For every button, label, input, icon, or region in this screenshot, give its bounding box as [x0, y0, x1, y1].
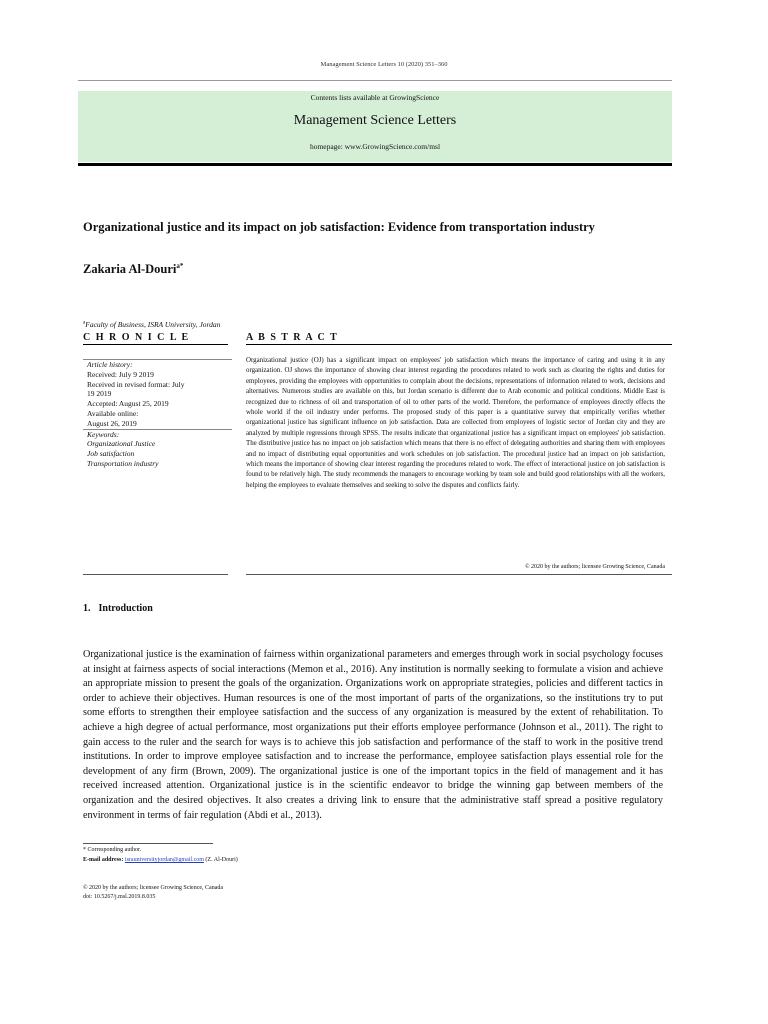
chronicle-heading: C H R O N I C L E: [83, 332, 190, 343]
author-email-link[interactable]: israuniversityjordan@gmail.com: [124, 857, 204, 863]
introduction-heading: [83, 603, 161, 614]
footer-copyright: [83, 884, 223, 902]
journal-homepage[interactable]: homepage: www.GrowingScience.com/msl: [309, 142, 441, 151]
running-head: Management Science Letters 10 (2020) 351–360: [320, 61, 448, 68]
author-name: Zakaria Al-Douri$^{a*}$: [83, 262, 184, 277]
abstract-bottom-rule: [246, 574, 672, 575]
abstract-heading: A B S T R A C T: [246, 332, 339, 343]
abstract-copyright: © 2020 by the authors; licensee Growing Science, Canada: [524, 564, 665, 570]
received-date: Received: July 9 2019: [87, 369, 154, 379]
author-superscript: a*: [176, 262, 184, 270]
accepted-date: Accepted: August 25, 2019: [87, 399, 169, 409]
banner-thick-divider: [78, 163, 672, 166]
top-divider: [78, 80, 672, 81]
introduction-text: Organizational justice is the examination of fairness within organizational parameters and emerges through work in social psychology focuses at insight at fairness aspects of social interactions (Memon et al., 2016). Any institution is normally seeking to formulate a vision and achieve an appropriate mission to present the goals of the organization. Organizations work on appropriate strategies, policies and different tactics in order to achieve their objectives. Human resources is one of the most important of parts of the organizations, so the institutions try to put some efforts to strengthen their employee satisfaction and the success of any organization is measured by the extent of rehabilitation. To achieve a high degree of actual performance, most organizations put their efforts employee performance (Johnson et al., 2011). The right to gain access to the ruler and the search for ways is to achieve this job satisfaction and performance of the staff to work in the positive trend institutions. In order to improve employee satisfaction and to increase the performance, employee satisfaction plays essential role for the development of any firm (Brown, 2009). The organizational justice is one of the important topics in the field of management and it has received increased attention. Organizational justice is in the scientific endeavor to bridge the winning gap between members of the organization and the desired objectives. It also creates a driving link to ensure that the administrative staff spread a positive regulatory environment in terms of fair regulation (Abdi et al., 2013).: [83, 649, 663, 821]
keyword-item: Organizational Justice: [87, 439, 156, 449]
online-date: August 26, 2019: [87, 418, 137, 428]
article-title: Organizational justice and its impact on job satisfaction: Evidence from transportation industry: [83, 220, 595, 234]
online-label: Available online:: [87, 408, 139, 418]
section-number: 1.: [83, 603, 91, 614]
history-label: Article history:: [87, 360, 133, 369]
footnote-rule: [83, 843, 213, 844]
affiliation-superscript: a: [83, 320, 86, 326]
journal-title: Management Science Letters: [293, 113, 457, 128]
email-footnote: [83, 857, 238, 863]
keyword-item: Transportation industry: [87, 458, 159, 468]
abstract-text: Organizational justice (OJ) has a significant impact on employees' job satisfaction which means the importance of caring and using it in any organization. OJ shows the importance of showing clear interest regarding the procedures related to work such as clearing the rights and duties for employees, providing the employees with opportunities to complain about the decisions, representations of information related to work, decisions and alternatives. Numerous studies are available on this, but Jordan scenario is different due to Arab economic and political conditions. Middle East is recognized due to richness of oil and transportation of oil to other parts of the world. Therefore, the performance of employees directly effects the whole world if the oil industry under performs. The proposed study of this paper is a quantitative survey that empirically verifies whether organizational justice has significant influence on job satisfaction. Data are collected from employees of logistic sector of Jordan city and they are analyzed by multiple regressions through SPSS. The results indicate that organizational justice has a significant impact on employees' job satisfaction. The distributive justice has no impact on job satisfaction which means that there is no effect of delegating authorities and sharing them with employees and no impact of distributing equal opportunities and work schedules on job satisfaction. The procedural justice had an impact on job satisfaction, which means the importance of showing clear interest regarding the procedures related to work. The effect of interactional justice on job satisfaction is found to be relatively high. The study recommends the managers to encourage working by team sole and build good relationships with all the workers, helping the employees to evaluate themselves and seeking to solve the disputes and conflicts fairly.: [246, 357, 665, 489]
chronicle-bottom-rule: [83, 574, 228, 575]
revised-date-line1: Received in revised format: July: [87, 379, 185, 389]
email-label: E-mail address:: [83, 857, 124, 863]
keywords-label: Keywords:: [87, 429, 120, 439]
footer-copyright-line: © 2020 by the authors; licensee Growing Science, Canada: [83, 885, 224, 891]
abstract-heading-rule: [246, 344, 672, 345]
chronicle-heading-rule: [83, 344, 228, 345]
article-chronicle: [87, 359, 232, 469]
keyword-item: Job satisfaction: [87, 449, 135, 459]
revised-date-line2: 19 2019: [87, 389, 112, 399]
author-affiliation: $^a$Faculty of Business, ISRA University, Jordan: [83, 320, 221, 329]
journal-banner: [78, 91, 672, 162]
email-suffix: (Z. Al-Douri): [205, 857, 238, 863]
section-title: Introduction: [98, 603, 153, 614]
contents-line: Contents lists available at GrowingScience: [310, 93, 440, 102]
corresponding-author-note: * Corresponding author.: [83, 847, 142, 853]
doi-line: doi: 10.5267/j.msl.2019.8.035: [83, 894, 156, 900]
